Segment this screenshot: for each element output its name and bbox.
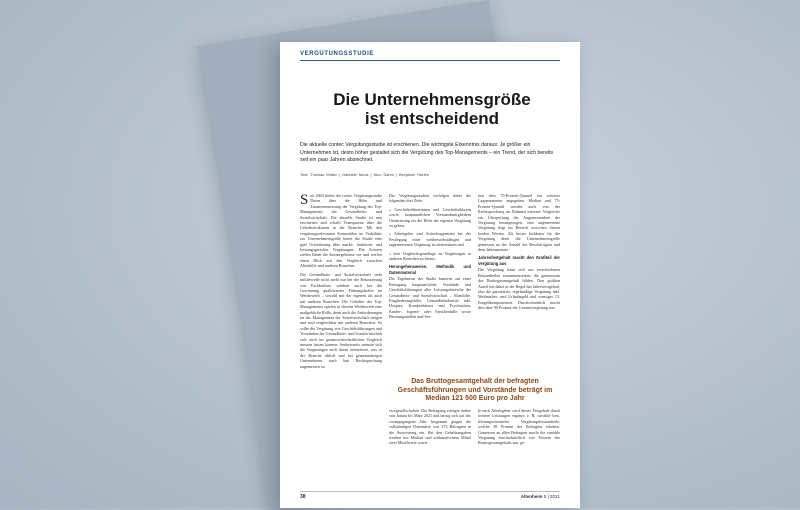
section-divider [300,60,560,61]
text-column-3-bottom [478,408,560,488]
page-number: 38 [300,494,306,500]
title-line-1: Die Unternehmensgröße [333,90,531,109]
text-column-1 [300,193,382,473]
magazine-page [280,42,580,508]
publication-name: Altenheim [520,494,543,499]
article-lead: Die aktuelle contec Vergütungsstudie ist erschienen. Die wichtigste Erkenntnis daraus: Je größer ein Unternehmen ist, desto höher gestaltet sich die Vergütung des Top-Managements – ein Trend, der sich bereits seit ein paar Jahren abzeichnet. [300,142,554,164]
paragraph: Die Ergebnisse der Studie basieren auf einer Befragung hauptamtlicher Vorstände und Geschäftsführungen aller Leistungsbereiche der Gesundheits- und Sozialwirtschaft – Altenhilfe, Eingliederungshilfe, Gesundheitsdienste inkl. Hospize, Krankenhäuser und Psychiatrien, Kinder-, Jugend- oder Familienhilfe sowie Beratungsstellen und Ser- [389,276,471,320]
pull-quote: Das Bruttogesamtgehalt der befragten Geschäftsführungen und Vorstände beträgt im Median 121 500 Euro pro Jahr [397,378,553,403]
paragraph: Die Gesundheits- und Sozialwirtschaft steht mittlerweile nicht mehr nur bei der Rekrutierung von Fachkräften, sondern auch bei der Gewinnung qualifizierter Führungskräfte im Wettbewerb – sowohl mit der eigenen als auch mit anderen Branchen. Die Gehälter des Top-Managements spielen in diesem Wettbewerb eine maßgebliche Rolle, denn auch die Anforderungen an das Management der Sozialwirtschaft steigen und sind vergleichbar mit anderen Branchen. So sollte die Vergütung von Geschäftsführungen und Vorständen der Gesundheits- und Sozialwirtschaft sich auch im gesamtwirtschaftlichen Vergleich messen lassen können. Andererseits müssen sich die Vergütungen auch daran orientieren, was in der Branche üblich und bei gemeinnützigen Unternehmen auch laut Rechtsprechung angemessen ist. [300,271,382,369]
paragraph: vicegesellschaften. Die Befragung erfolgte online von Januar bis März 2021 und bezog sich auf das vorangegangene Jahr. Insgesamt gingen die vollständigen Datensätze von 373 Befragten in die Auswertung ein. Bei den Gehaltsangaben werden mit Median und arithmetischem Mittel zwei Mittelwerte sowie [389,408,471,446]
subheading: Herangehensweise, Methodik und Datenmaterial [389,264,471,275]
footer-divider [300,491,560,492]
text-column-2-bottom [389,408,471,488]
article-title [302,90,562,128]
text-column-3 [478,193,560,373]
paragraph: Die Vergütungsstudien verfolgen daher die folgenden drei Ziele: [389,193,471,204]
text-column-2 [389,193,471,373]
drop-cap: S [300,193,309,208]
bullet-item: » Geschäftsführerinnen und Geschäftsführern sowie hauptamtlichen Vorstandsmitgliedern Orientierung für die Höhe der eigenen Vergütung zu geben, [389,206,471,229]
footer-publication [521,494,560,499]
bullet-item: » Arbeitgeber und Aufsichtsgremien bei der Festlegung einer wettbewerbsfähigen und angemessenen Vergütung zu unterstützen und [389,231,471,248]
title-line-2: ist entscheidend [364,109,500,128]
subheading: Jahresfestgehalt macht den Großteil der Vergütung aus [478,255,560,266]
paragraph: nen dem 75-Prozent-Quantil ein weiterer Lageparameter angegeben. Median und 75-Prozent-Quantil werden auch von der Rechtsprechung im Rahmen externer Vergleiche zur Überprüfung der Angemessenheit der Vergütung herangezogen, eine angemessene Vergütung liegt im Bereich zwischen diesen beiden Werten. Als bester Indikator für die Vergütung dient die Unternehmensgröße gemessen an der Anzahl der Beschäftigten und dem Jahresumsatz. [478,193,560,253]
paragraph: Seit 2004 liefert die contec Vergütungsstudie Daten über die Höhe und Zusammensetzung der Vergütung des Top-Managements der Gesundheits- und Sozialwirtschaft. Die aktuelle Studie ist nun erschienen und schafft Transparenz über die Gehaltsstrukturen in der Branche. Mit den vergütungsrelevanten Kennzahlen im Verhältnis zur Unternehmensgröße bietet die Studie eine gute Orientierung über markt-, funktions- und leistungsgerechte Vergütungen. Die Autoren stellen Ihnen die Kernergebnisse vor und werfen einen Blick auf den Vergleich zwischen Altenhilfe und anderen Branchen. [300,193,382,269]
paragraph: le nach Arbeitgeber wird dieses Festgehalt durch weitere Leistungen ergänzt, z. B. variable bzw. leistungsorientierte Vergütungsbestandteile, welche 38 Prozent der Befragten erhalten. Gemessen an allen Befragten macht die variable Vergütung durchschnittlich vier Prozent des Bruttogesamtgehalts aus, ge- [478,408,560,446]
section-label: VERGÜTUNGSSTUDIE [300,51,374,57]
article-byline: Text: Thomas Müller | Gabriele Moos | Nico Dahm | Benjamin Herten [300,172,429,177]
bottom-text-row [389,408,561,488]
paragraph: Die Vergütung kann sich aus verschiedenen Bestandteilen zusammensetzen, die gemeinsam das Bruttogesamtgehalt bilden. Den größten Anteil hat dabei in der Regel das Jahresfestgehalt, also die garantierte, regelmäßige Vergütung inkl. Weihnachts- und Urlaubsgeld und sonstiger 13. Entgeltkomponenten. Durchschnittlich macht dies über 90 Prozent der Gesamtvergütung aus. [478,267,560,311]
bullet-item: » eine Vergleichsgrundlage zu Vergütungen in anderen Branchen zu bieten. [389,250,471,262]
issue-number: 5 | 2021 [543,494,560,499]
